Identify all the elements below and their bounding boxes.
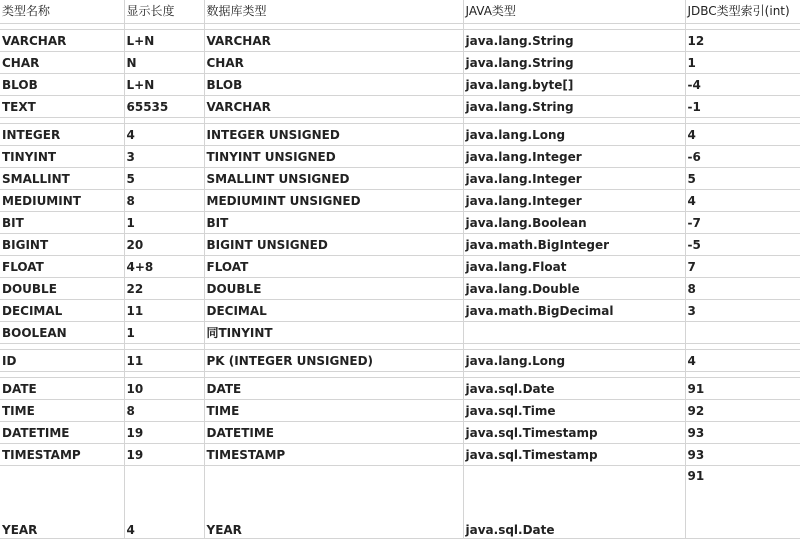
cell-display-length: 10 xyxy=(124,378,204,400)
cell-java-type: java.lang.Double xyxy=(463,278,685,300)
cell-java-type: java.lang.Long xyxy=(463,350,685,372)
cell-jdbc-index: -5 xyxy=(685,234,800,256)
cell-type-name: TIMESTAMP xyxy=(0,444,124,466)
cell-type-name: VARCHAR xyxy=(0,30,124,52)
cell-display-length: N xyxy=(124,52,204,74)
table-row xyxy=(0,168,800,190)
cell-jdbc-index xyxy=(685,322,800,344)
header-jdbc-index: JDBC类型索引(int) xyxy=(685,0,800,24)
cell-type-name: ID xyxy=(0,350,124,372)
table-row xyxy=(0,96,800,118)
table-row xyxy=(0,124,800,146)
cell-display-length: 4 xyxy=(124,466,204,539)
cell-display-length: 8 xyxy=(124,190,204,212)
cell-type-name: YEAR xyxy=(0,466,124,539)
cell-java-type: java.lang.byte[] xyxy=(463,74,685,96)
cell-java-type: java.sql.Timestamp xyxy=(463,444,685,466)
cell-database-type: CHAR xyxy=(204,52,463,74)
table-row xyxy=(0,466,800,539)
cell-database-type: BIGINT UNSIGNED xyxy=(204,234,463,256)
cell-jdbc-index: 92 xyxy=(685,400,800,422)
cell-type-name: BIGINT xyxy=(0,234,124,256)
table-row xyxy=(0,350,800,372)
cell-jdbc-index: 4 xyxy=(685,124,800,146)
cell-database-type: VARCHAR xyxy=(204,96,463,118)
table-row xyxy=(0,278,800,300)
table-row xyxy=(0,52,800,74)
cell-java-type: java.lang.Boolean xyxy=(463,212,685,234)
cell-type-name: FLOAT xyxy=(0,256,124,278)
table-row xyxy=(0,422,800,444)
table-row xyxy=(0,300,800,322)
cell-display-length: 1 xyxy=(124,322,204,344)
cell-jdbc-index: 5 xyxy=(685,168,800,190)
cell-display-length: 8 xyxy=(124,400,204,422)
cell-type-name: BLOB xyxy=(0,74,124,96)
cell-jdbc-index: 3 xyxy=(685,300,800,322)
cell-display-length: 19 xyxy=(124,444,204,466)
cell-jdbc-index: -7 xyxy=(685,212,800,234)
cell-display-length: L+N xyxy=(124,74,204,96)
cell-database-type: TINYINT UNSIGNED xyxy=(204,146,463,168)
cell-database-type: VARCHAR xyxy=(204,30,463,52)
cell-database-type: TIMESTAMP xyxy=(204,444,463,466)
cell-jdbc-index: 7 xyxy=(685,256,800,278)
cell-type-name: TINYINT xyxy=(0,146,124,168)
cell-type-name: DATETIME xyxy=(0,422,124,444)
cell-java-type: java.lang.String xyxy=(463,30,685,52)
header-display-length: 显示长度 xyxy=(124,0,204,24)
cell-display-length: 4+8 xyxy=(124,256,204,278)
table-row xyxy=(0,444,800,466)
cell-type-name: INTEGER xyxy=(0,124,124,146)
cell-database-type: PK (INTEGER UNSIGNED) xyxy=(204,350,463,372)
table-row xyxy=(0,378,800,400)
cell-jdbc-index: 8 xyxy=(685,278,800,300)
cell-jdbc-index: 12 xyxy=(685,30,800,52)
cell-java-type: java.lang.Float xyxy=(463,256,685,278)
header-database-type: 数据库类型 xyxy=(204,0,463,24)
cell-database-type: DECIMAL xyxy=(204,300,463,322)
table-row xyxy=(0,190,800,212)
cell-database-type: INTEGER UNSIGNED xyxy=(204,124,463,146)
cell-database-type: FLOAT xyxy=(204,256,463,278)
cell-database-type: BLOB xyxy=(204,74,463,96)
cell-jdbc-index: 93 xyxy=(685,422,800,444)
cell-jdbc-index: 91 xyxy=(685,378,800,400)
cell-type-name: SMALLINT xyxy=(0,168,124,190)
table-row xyxy=(0,212,800,234)
cell-database-type: 同TINYINT xyxy=(204,322,463,344)
cell-java-type: java.sql.Timestamp xyxy=(463,422,685,444)
header-java-type: JAVA类型 xyxy=(463,0,685,24)
cell-display-length: 22 xyxy=(124,278,204,300)
cell-type-name: MEDIUMINT xyxy=(0,190,124,212)
table-row xyxy=(0,74,800,96)
cell-jdbc-index: 4 xyxy=(685,350,800,372)
cell-display-length: 1 xyxy=(124,212,204,234)
cell-display-length: 20 xyxy=(124,234,204,256)
table-row xyxy=(0,256,800,278)
cell-database-type: TIME xyxy=(204,400,463,422)
cell-jdbc-index: 93 xyxy=(685,444,800,466)
cell-type-name: BOOLEAN xyxy=(0,322,124,344)
cell-display-length: L+N xyxy=(124,30,204,52)
cell-java-type: java.sql.Date xyxy=(463,466,685,539)
cell-java-type: java.sql.Date xyxy=(463,378,685,400)
cell-java-type: java.lang.Integer xyxy=(463,190,685,212)
cell-jdbc-index: 1 xyxy=(685,52,800,74)
cell-display-length: 3 xyxy=(124,146,204,168)
cell-database-type: BIT xyxy=(204,212,463,234)
cell-java-type: java.math.BigDecimal xyxy=(463,300,685,322)
cell-display-length: 11 xyxy=(124,350,204,372)
cell-jdbc-index: 91 xyxy=(685,466,800,539)
cell-display-length: 65535 xyxy=(124,96,204,118)
cell-type-name: DATE xyxy=(0,378,124,400)
cell-database-type: SMALLINT UNSIGNED xyxy=(204,168,463,190)
cell-type-name: BIT xyxy=(0,212,124,234)
cell-database-type: DATETIME xyxy=(204,422,463,444)
cell-java-type: java.lang.Integer xyxy=(463,146,685,168)
cell-java-type: java.sql.Time xyxy=(463,400,685,422)
cell-type-name: CHAR xyxy=(0,52,124,74)
cell-java-type: java.lang.String xyxy=(463,96,685,118)
cell-java-type: java.lang.Integer xyxy=(463,168,685,190)
cell-java-type: java.lang.String xyxy=(463,52,685,74)
cell-jdbc-index: -4 xyxy=(685,74,800,96)
table-row xyxy=(0,146,800,168)
cell-java-type xyxy=(463,322,685,344)
cell-java-type: java.math.BigInteger xyxy=(463,234,685,256)
cell-database-type: DATE xyxy=(204,378,463,400)
cell-database-type: MEDIUMINT UNSIGNED xyxy=(204,190,463,212)
cell-display-length: 5 xyxy=(124,168,204,190)
cell-display-length: 11 xyxy=(124,300,204,322)
cell-type-name: DECIMAL xyxy=(0,300,124,322)
table-row xyxy=(0,322,800,344)
cell-type-name: DOUBLE xyxy=(0,278,124,300)
header-type-name: 类型名称 xyxy=(0,0,124,24)
table-row xyxy=(0,234,800,256)
cell-display-length: 4 xyxy=(124,124,204,146)
table-row xyxy=(0,400,800,422)
table-row xyxy=(0,30,800,52)
cell-jdbc-index: -6 xyxy=(685,146,800,168)
cell-display-length: 19 xyxy=(124,422,204,444)
cell-database-type: DOUBLE xyxy=(204,278,463,300)
table-header-row xyxy=(0,0,800,24)
cell-jdbc-index: -1 xyxy=(685,96,800,118)
cell-java-type: java.lang.Long xyxy=(463,124,685,146)
cell-jdbc-index: 4 xyxy=(685,190,800,212)
cell-type-name: TEXT xyxy=(0,96,124,118)
cell-database-type: YEAR xyxy=(204,466,463,539)
cell-type-name: TIME xyxy=(0,400,124,422)
